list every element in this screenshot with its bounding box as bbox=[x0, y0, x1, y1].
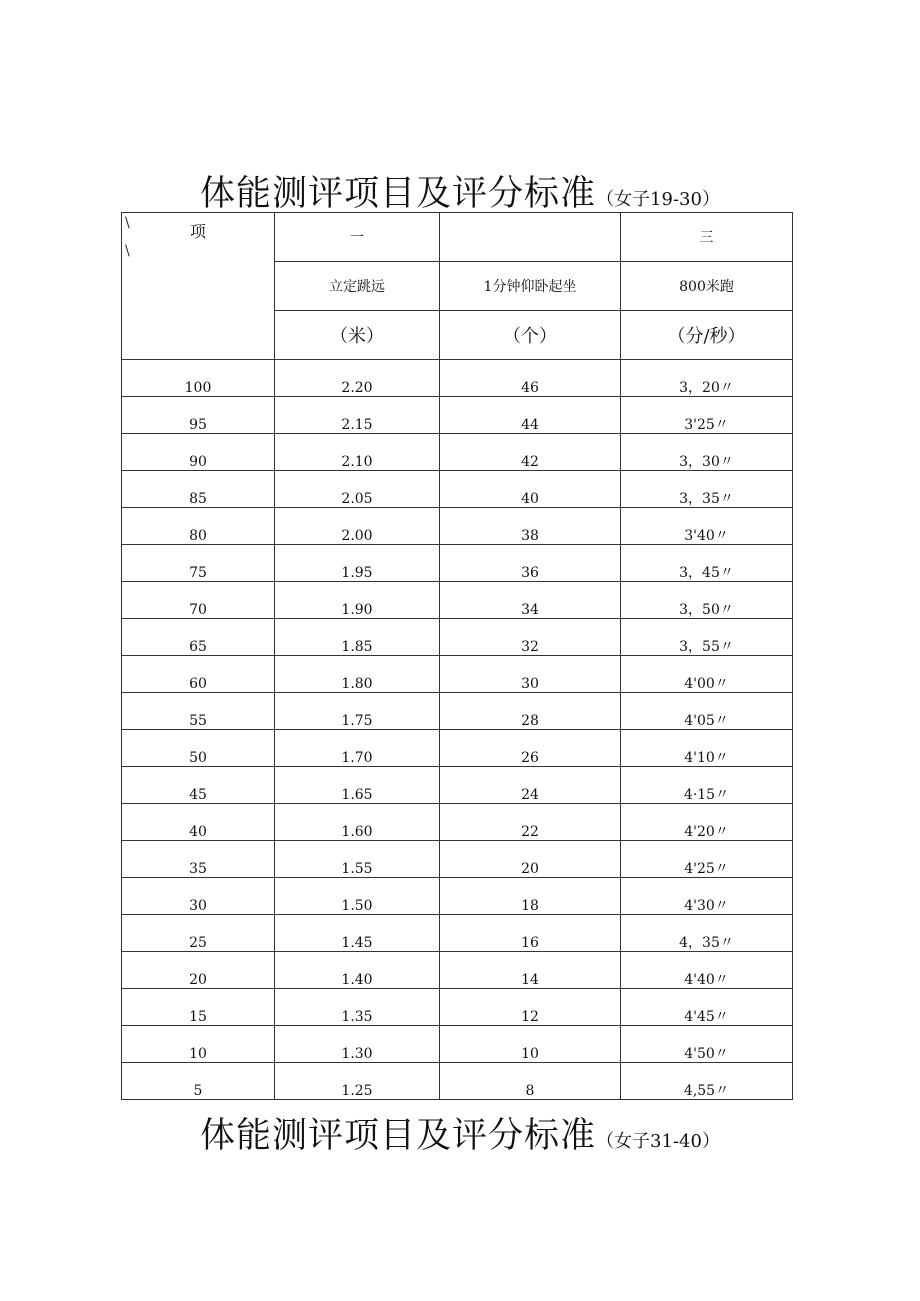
jump-cell bbox=[275, 1063, 440, 1100]
score-cell-text: 30 bbox=[189, 898, 207, 914]
situps-cell bbox=[440, 471, 621, 508]
situps-cell-text: 26 bbox=[521, 750, 539, 766]
jump-cell bbox=[275, 915, 440, 952]
situps-cell bbox=[440, 1063, 621, 1100]
jump-cell-text: 1.85 bbox=[341, 639, 373, 655]
jump-cell-text: 1.70 bbox=[341, 750, 373, 766]
jump-cell bbox=[275, 730, 440, 767]
title-main: 体能测评项目及评分标准 bbox=[200, 174, 597, 214]
score-cell-text: 70 bbox=[189, 602, 207, 618]
run-cell-text: 4'40〃 bbox=[684, 972, 729, 988]
score-cell bbox=[122, 915, 275, 952]
jump-cell-text: 1.90 bbox=[341, 602, 373, 618]
score-cell-text: 100 bbox=[184, 380, 212, 396]
jump-cell-text: 1.40 bbox=[341, 972, 373, 988]
table-row bbox=[122, 434, 793, 471]
table-row bbox=[122, 952, 793, 989]
score-cell-text: 35 bbox=[189, 861, 207, 877]
run-cell bbox=[621, 767, 793, 804]
jump-cell-text: 2.00 bbox=[341, 528, 373, 544]
jump-cell-text: 2.10 bbox=[341, 454, 373, 470]
header-item-cell: 立定跳远 bbox=[275, 262, 440, 311]
run-cell bbox=[621, 471, 793, 508]
run-cell-text: 3'40〃 bbox=[684, 528, 729, 544]
jump-cell-text: 1.25 bbox=[341, 1083, 373, 1099]
score-cell-text: 80 bbox=[189, 528, 207, 544]
table-row bbox=[122, 804, 793, 841]
jump-cell bbox=[275, 804, 440, 841]
corner-label: 项 bbox=[189, 222, 206, 241]
corner-mark: \ bbox=[125, 215, 130, 231]
situps-cell bbox=[440, 841, 621, 878]
run-cell-text: 4'05〃 bbox=[684, 713, 729, 729]
scoring-table bbox=[121, 212, 793, 1100]
score-cell bbox=[122, 656, 275, 693]
score-cell-text: 25 bbox=[189, 935, 207, 951]
score-cell-text: 65 bbox=[189, 639, 207, 655]
situps-cell-text: 30 bbox=[521, 676, 539, 692]
situps-cell-text: 40 bbox=[521, 491, 539, 507]
situps-cell bbox=[440, 767, 621, 804]
jump-cell-text: 2.05 bbox=[341, 491, 373, 507]
run-cell bbox=[621, 1026, 793, 1063]
jump-cell-text: 1.55 bbox=[341, 861, 373, 877]
jump-cell bbox=[275, 693, 440, 730]
situps-cell-text: 22 bbox=[521, 824, 539, 840]
jump-cell-text: 1.50 bbox=[341, 898, 373, 914]
score-cell bbox=[122, 397, 275, 434]
title-subtitle: （女子31-40） bbox=[596, 1131, 720, 1152]
situps-cell-text: 42 bbox=[521, 454, 539, 470]
situps-cell-text: 16 bbox=[521, 935, 539, 951]
situps-cell bbox=[440, 915, 621, 952]
situps-cell bbox=[440, 989, 621, 1026]
run-cell bbox=[621, 878, 793, 915]
jump-cell bbox=[275, 878, 440, 915]
situps-cell-text: 28 bbox=[521, 713, 539, 729]
header-number-cell bbox=[440, 213, 621, 262]
table-row bbox=[122, 767, 793, 804]
jump-cell-text: 1.30 bbox=[341, 1046, 373, 1062]
jump-cell bbox=[275, 952, 440, 989]
situps-cell bbox=[440, 619, 621, 656]
table-row bbox=[122, 397, 793, 434]
score-cell bbox=[122, 1026, 275, 1063]
run-cell-text: 3，45〃 bbox=[679, 565, 734, 581]
score-cell bbox=[122, 619, 275, 656]
jump-cell bbox=[275, 508, 440, 545]
run-cell bbox=[621, 508, 793, 545]
score-cell bbox=[122, 360, 275, 397]
score-cell-text: 55 bbox=[189, 713, 207, 729]
score-cell bbox=[122, 545, 275, 582]
run-cell-text: 4'10〃 bbox=[684, 750, 729, 766]
situps-cell bbox=[440, 508, 621, 545]
table-row bbox=[122, 619, 793, 656]
run-cell-text: 4'45〃 bbox=[684, 1009, 729, 1025]
score-cell bbox=[122, 878, 275, 915]
jump-cell bbox=[275, 656, 440, 693]
page-title bbox=[0, 166, 920, 216]
run-cell-text: 4，35〃 bbox=[679, 935, 734, 951]
jump-cell bbox=[275, 989, 440, 1026]
situps-cell-text: 14 bbox=[521, 972, 539, 988]
table-row bbox=[122, 508, 793, 545]
run-cell bbox=[621, 619, 793, 656]
score-cell-text: 45 bbox=[189, 787, 207, 803]
header-unit-cell: （米） bbox=[275, 311, 440, 360]
jump-cell bbox=[275, 619, 440, 656]
run-cell-text: 3，30〃 bbox=[679, 454, 734, 470]
score-cell-text: 20 bbox=[189, 972, 207, 988]
jump-cell bbox=[275, 434, 440, 471]
run-cell-text: 4'50〃 bbox=[684, 1046, 729, 1062]
run-cell-text: 4'00〃 bbox=[684, 676, 729, 692]
table-row bbox=[122, 471, 793, 508]
jump-cell bbox=[275, 582, 440, 619]
score-cell-text: 75 bbox=[189, 565, 207, 581]
run-cell bbox=[621, 545, 793, 582]
jump-cell bbox=[275, 397, 440, 434]
header-corner-cell bbox=[122, 213, 275, 360]
header-unit-cell: （分/秒） bbox=[621, 311, 793, 360]
situps-cell-text: 20 bbox=[521, 861, 539, 877]
score-cell bbox=[122, 1063, 275, 1100]
table-row bbox=[122, 878, 793, 915]
header-number-cell: 三 bbox=[621, 213, 793, 262]
situps-cell bbox=[440, 545, 621, 582]
situps-cell-text: 32 bbox=[521, 639, 539, 655]
situps-cell-text: 8 bbox=[525, 1083, 535, 1099]
run-cell-text: 4'20〃 bbox=[684, 824, 729, 840]
score-cell bbox=[122, 952, 275, 989]
score-cell bbox=[122, 730, 275, 767]
run-cell-text: 3，55〃 bbox=[679, 639, 734, 655]
situps-cell-text: 12 bbox=[521, 1009, 539, 1025]
run-cell bbox=[621, 952, 793, 989]
jump-cell-text: 1.45 bbox=[341, 935, 373, 951]
run-cell bbox=[621, 693, 793, 730]
run-cell-text: 4'30〃 bbox=[684, 898, 729, 914]
section-title bbox=[0, 1108, 920, 1158]
run-cell bbox=[621, 989, 793, 1026]
jump-cell bbox=[275, 545, 440, 582]
score-cell bbox=[122, 471, 275, 508]
corner-mark: \ bbox=[125, 243, 130, 259]
table-row bbox=[122, 1063, 793, 1100]
situps-cell-text: 10 bbox=[521, 1046, 539, 1062]
jump-cell bbox=[275, 841, 440, 878]
situps-cell bbox=[440, 582, 621, 619]
run-cell bbox=[621, 360, 793, 397]
title-subtitle: （女子19-30） bbox=[596, 189, 720, 210]
run-cell bbox=[621, 434, 793, 471]
score-cell-text: 85 bbox=[189, 491, 207, 507]
run-cell bbox=[621, 1063, 793, 1100]
score-cell-text: 95 bbox=[189, 417, 207, 433]
score-cell-text: 60 bbox=[189, 676, 207, 692]
jump-cell bbox=[275, 767, 440, 804]
run-cell-text: 4,55〃 bbox=[683, 1083, 730, 1099]
score-cell bbox=[122, 508, 275, 545]
score-cell bbox=[122, 841, 275, 878]
situps-cell-text: 36 bbox=[521, 565, 539, 581]
run-cell-text: 3，35〃 bbox=[679, 491, 734, 507]
run-cell bbox=[621, 915, 793, 952]
jump-cell-text: 1.60 bbox=[341, 824, 373, 840]
score-cell-text: 10 bbox=[189, 1046, 207, 1062]
jump-cell-text: 1.80 bbox=[341, 676, 373, 692]
run-cell-text: 3，20〃 bbox=[679, 380, 734, 396]
jump-cell-text: 1.75 bbox=[341, 713, 373, 729]
run-cell-text: 4·15〃 bbox=[683, 787, 730, 803]
score-cell bbox=[122, 767, 275, 804]
score-cell bbox=[122, 693, 275, 730]
table-row bbox=[122, 545, 793, 582]
header-number-cell: 一 bbox=[275, 213, 440, 262]
situps-cell bbox=[440, 434, 621, 471]
score-cell-text: 90 bbox=[189, 454, 207, 470]
run-cell bbox=[621, 841, 793, 878]
header-unit-cell: （个） bbox=[440, 311, 621, 360]
situps-cell-text: 44 bbox=[521, 417, 539, 433]
situps-cell bbox=[440, 1026, 621, 1063]
jump-cell-text: 2.15 bbox=[341, 417, 373, 433]
score-cell-text: 50 bbox=[189, 750, 207, 766]
run-cell bbox=[621, 582, 793, 619]
score-cell-text: 15 bbox=[189, 1009, 207, 1025]
run-cell bbox=[621, 397, 793, 434]
header-item-cell: 800米跑 bbox=[621, 262, 793, 311]
jump-cell bbox=[275, 1026, 440, 1063]
header-item-cell: 1分钟仰卧起坐 bbox=[440, 262, 621, 311]
situps-cell bbox=[440, 360, 621, 397]
situps-cell bbox=[440, 397, 621, 434]
situps-cell bbox=[440, 878, 621, 915]
jump-cell-text: 2.20 bbox=[341, 380, 373, 396]
jump-cell-text: 1.65 bbox=[341, 787, 373, 803]
situps-cell bbox=[440, 730, 621, 767]
jump-cell-text: 1.95 bbox=[341, 565, 373, 581]
table-row bbox=[122, 582, 793, 619]
jump-cell-text: 1.35 bbox=[341, 1009, 373, 1025]
title-main: 体能测评项目及评分标准 bbox=[200, 1116, 597, 1156]
score-cell bbox=[122, 989, 275, 1026]
run-cell bbox=[621, 656, 793, 693]
situps-cell-text: 38 bbox=[521, 528, 539, 544]
table-row bbox=[122, 656, 793, 693]
situps-cell bbox=[440, 804, 621, 841]
table-row bbox=[122, 693, 793, 730]
run-cell-text: 3'25〃 bbox=[684, 417, 729, 433]
table-row bbox=[122, 915, 793, 952]
table-row bbox=[122, 730, 793, 767]
situps-cell bbox=[440, 656, 621, 693]
score-cell bbox=[122, 582, 275, 619]
situps-cell-text: 46 bbox=[521, 380, 539, 396]
jump-cell bbox=[275, 360, 440, 397]
run-cell-text: 4'25〃 bbox=[684, 861, 729, 877]
situps-cell bbox=[440, 693, 621, 730]
situps-cell-text: 18 bbox=[521, 898, 539, 914]
table-row bbox=[122, 1026, 793, 1063]
table-row bbox=[122, 360, 793, 397]
score-cell-text: 5 bbox=[193, 1083, 203, 1099]
situps-cell-text: 34 bbox=[521, 602, 539, 618]
jump-cell bbox=[275, 471, 440, 508]
score-cell-text: 40 bbox=[189, 824, 207, 840]
table-row bbox=[122, 989, 793, 1026]
run-cell bbox=[621, 804, 793, 841]
situps-cell-text: 24 bbox=[521, 787, 539, 803]
table-row bbox=[122, 841, 793, 878]
score-cell bbox=[122, 804, 275, 841]
run-cell-text: 3，50〃 bbox=[679, 602, 734, 618]
situps-cell bbox=[440, 952, 621, 989]
run-cell bbox=[621, 730, 793, 767]
score-cell bbox=[122, 434, 275, 471]
